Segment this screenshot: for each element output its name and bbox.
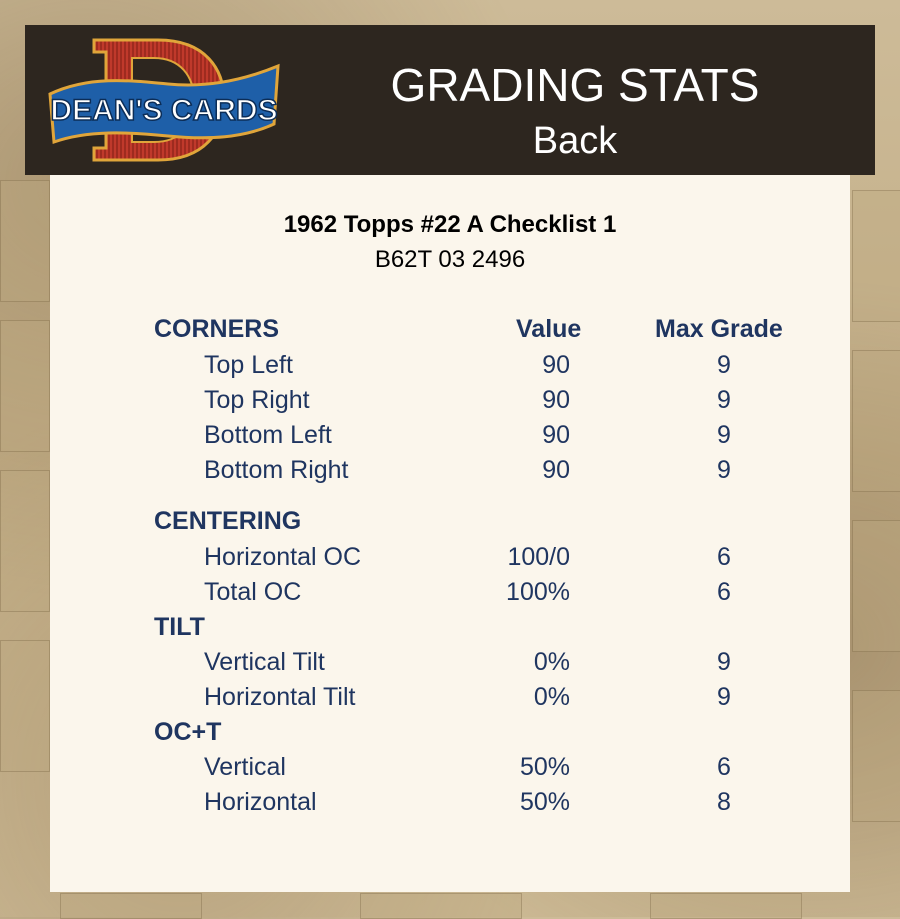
stat-label: Horizontal OC bbox=[204, 543, 361, 571]
card-id: B62T 03 2496 bbox=[374, 246, 526, 273]
stat-max-grade: 9 bbox=[717, 683, 731, 711]
deans-cards-logo bbox=[48, 36, 280, 164]
stat-label: Horizontal Tilt bbox=[204, 683, 356, 711]
stat-value: 90 bbox=[542, 456, 570, 484]
section-label: CENTERING bbox=[154, 507, 302, 535]
stat-row bbox=[50, 683, 850, 715]
stat-label: Total OC bbox=[204, 578, 302, 606]
stats-panel bbox=[50, 175, 850, 892]
section-header-tilt bbox=[50, 613, 850, 645]
stat-row bbox=[50, 578, 850, 610]
stat-row bbox=[50, 456, 850, 488]
stat-label: Vertical bbox=[204, 753, 286, 781]
background-card bbox=[0, 320, 50, 452]
background-card bbox=[650, 893, 802, 919]
stat-value: 50% bbox=[519, 753, 570, 781]
stat-row bbox=[50, 351, 850, 383]
stat-value: 100% bbox=[506, 578, 570, 606]
section-label: CORNERS bbox=[154, 315, 280, 343]
stat-label: Horizontal bbox=[204, 788, 317, 816]
background-card bbox=[0, 640, 50, 772]
stat-max-grade: 9 bbox=[717, 421, 731, 449]
background-card bbox=[0, 180, 50, 302]
card-name: 1962 Topps #22 A Checklist 1 bbox=[283, 211, 617, 238]
page-title: GRADING STATS bbox=[390, 59, 760, 111]
stat-value: 0% bbox=[533, 648, 570, 676]
value-column-header: Value bbox=[516, 315, 582, 343]
stat-value: 0% bbox=[533, 683, 570, 711]
stat-max-grade: 6 bbox=[717, 578, 731, 606]
stat-label: Bottom Right bbox=[204, 456, 349, 484]
stat-max-grade: 9 bbox=[717, 351, 731, 379]
stat-value: 90 bbox=[542, 351, 570, 379]
stat-row bbox=[50, 788, 850, 820]
section-header-oct bbox=[50, 718, 850, 750]
stat-label: Vertical Tilt bbox=[204, 648, 325, 676]
stat-value: 50% bbox=[519, 788, 570, 816]
stat-max-grade: 9 bbox=[717, 648, 731, 676]
stat-max-grade: 9 bbox=[717, 456, 731, 484]
background-card bbox=[360, 893, 522, 919]
background-card bbox=[852, 190, 900, 322]
stat-max-grade: 6 bbox=[717, 753, 731, 781]
background-card bbox=[852, 350, 900, 492]
stat-label: Top Right bbox=[204, 386, 310, 414]
stat-max-grade: 9 bbox=[717, 386, 731, 414]
stat-value: 100/0 bbox=[507, 543, 570, 571]
stat-row bbox=[50, 386, 850, 418]
stat-row bbox=[50, 543, 850, 575]
section-header-centering bbox=[50, 507, 850, 539]
background-card bbox=[0, 470, 50, 612]
background-card bbox=[852, 690, 900, 822]
stat-max-grade: 6 bbox=[717, 543, 731, 571]
page-subtitle: Back bbox=[532, 120, 618, 162]
background-card bbox=[60, 893, 202, 919]
section-label: OC+T bbox=[154, 718, 222, 746]
stat-row bbox=[50, 753, 850, 785]
stat-value: 90 bbox=[542, 421, 570, 449]
section-header-corners bbox=[50, 315, 850, 347]
background-card bbox=[852, 520, 900, 652]
stat-value: 90 bbox=[542, 386, 570, 414]
stat-max-grade: 8 bbox=[717, 788, 731, 816]
stat-row bbox=[50, 421, 850, 453]
stat-row bbox=[50, 648, 850, 680]
max-grade-column-header: Max Grade bbox=[655, 315, 783, 343]
svg-text:DEAN'S CARDS: DEAN'S CARDS bbox=[50, 94, 278, 127]
stat-label: Bottom Left bbox=[204, 421, 332, 449]
stat-label: Top Left bbox=[204, 351, 293, 379]
section-label: TILT bbox=[154, 613, 205, 641]
